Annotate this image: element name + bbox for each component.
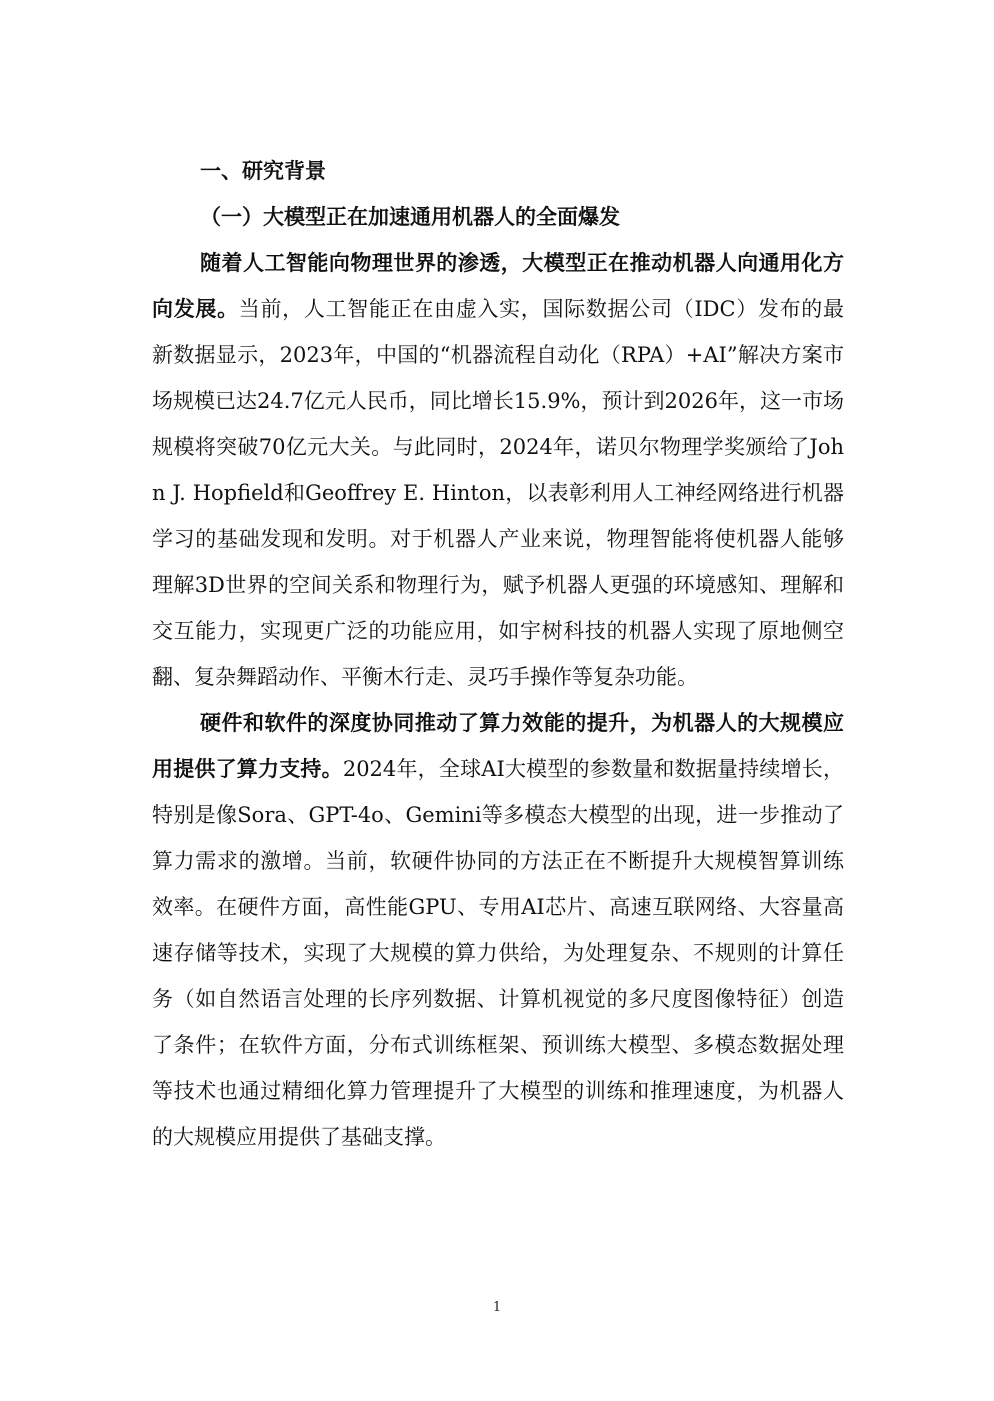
paragraph-1-body: 当前，人工智能正在由虚入实，国际数据公司（IDC）发布的最新数据显示，2023年，中国的“机器流程自动化（RPA）+AI”解决方案市场规模已达24.7亿元人民币，同比增长15.9%，预计到2026年，这一市场规模将突破70亿元大关。与此同时，2024年，诺贝尔物理学奖颁给了John J. Hopfield和Geoffrey E. Hinton，以表彰利用人工神经网络进行机器学习的基础发现和发明。对于机器人产业来说，物理智能将使机器人能够理解3D世界的空间关系和物理行为，赋予机器人更强的环境感知、理解和交互能力，实现更广泛的功能应用，如宇树科技的机器人实现了原地侧空翻、复杂舞蹈动作、平衡木行走、灵巧手操作等复杂功能。 <box>152 297 845 689</box>
paragraph-2-lead: 硬件和软件的深度协同推动了算力效能的提升，为机器人的大规模应用提供了算力支持。 <box>152 710 844 781</box>
paragraph-2 <box>152 700 844 1160</box>
paragraph-1-lead: 随着人工智能向物理世界的渗透，大模型正在推动机器人向通用化方向发展。 <box>152 250 844 321</box>
paragraph-2-body: 2024年，全球AI大模型的参数量和数据量持续增长，特别是像Sora、GPT-4o、Gemini等多模态大模型的出现，进一步推动了算力需求的激增。当前，软硬件协同的方法正在不断提升大规模智算训练效率。在硬件方面，高性能GPU、专用AI芯片、高速互联网络、大容量高速存储等技术，实现了大规模的算力供给，为处理复杂、不规则的计算任务（如自然语言处理的长序列数据、计算机视觉的多尺度图像特征）创造了条件；在软件方面，分布式训练框架、预训练大模型、多模态数据处理等技术也通过精细化算力管理提升了大模型的训练和推理速度，为机器人的大规模应用提供了基础支撑。 <box>152 757 844 1149</box>
page-number: 1 <box>492 1300 502 1315</box>
section-heading: 一、研究背景 <box>200 158 326 183</box>
paragraph-1 <box>152 240 844 700</box>
subsection-heading: （一）大模型正在加速通用机器人的全面爆发 <box>200 204 620 229</box>
document-body <box>152 148 844 1160</box>
